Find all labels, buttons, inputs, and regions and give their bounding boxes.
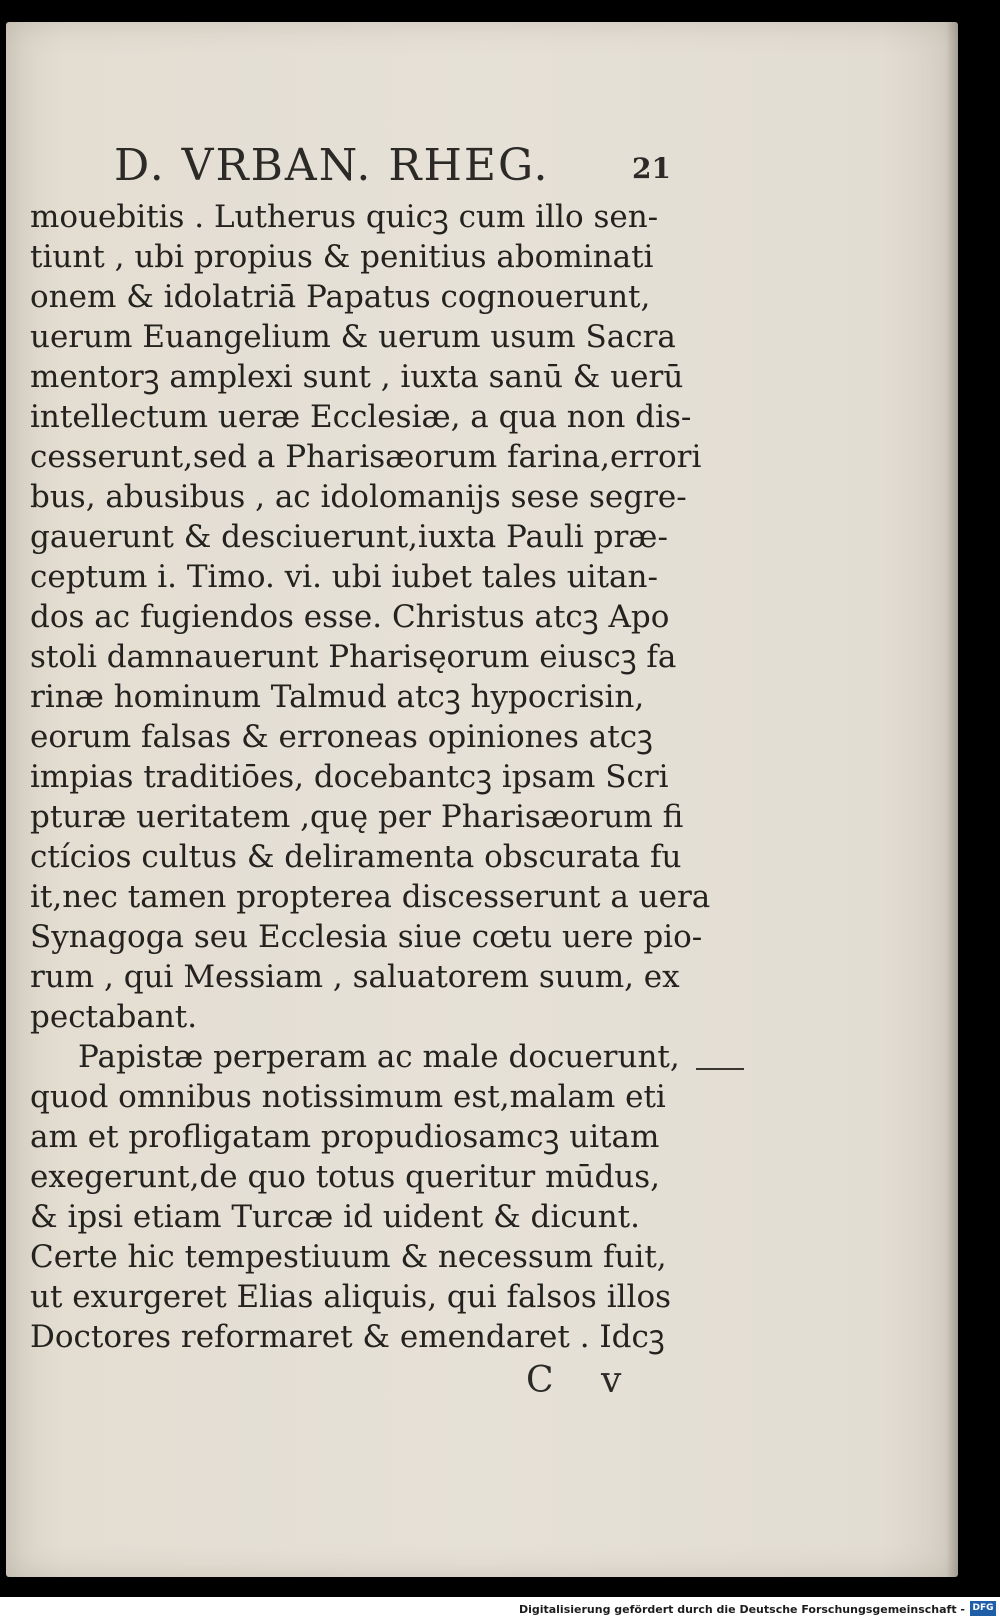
- dfg-logo-icon: DFG: [970, 1601, 996, 1616]
- text-line: dos ac fugiendos esse. Christus atcꝫ Apo: [30, 599, 670, 635]
- paragraph-start-line: Papistæ perperam ac male docuerunt,: [78, 1039, 680, 1075]
- page-number: 21: [632, 152, 671, 185]
- text-line: impias traditiōes, docebantcꝫ ipsam Scri: [30, 759, 669, 795]
- text-line: & ipsi etiam Turcæ id uident & dicunt.: [30, 1199, 640, 1235]
- text-line: rinæ hominum Talmud atcꝫ hypocrisin,: [30, 679, 645, 715]
- text-line: Certe hic tempestiuum & necessum fuit,: [30, 1239, 667, 1275]
- signature-mark: C v: [526, 1360, 640, 1401]
- body-text: [30, 197, 730, 1357]
- text-line: mentorꝫ amplexi sunt , iuxta sanū & uerū: [30, 359, 684, 395]
- text-line: Synagoga seu Ecclesia siue cœtu uere pio-: [30, 919, 703, 955]
- text-line: rum , qui Messiam , saluatorem suum, ex: [30, 959, 680, 995]
- text-line: bus, abusibus , ac idolomanijs sese segre-: [30, 479, 687, 515]
- text-line: gauerunt & desciuerunt,iuxta Pauli præ-: [30, 519, 668, 555]
- text-line: ctícios cultus & deliramenta obscurata fu: [30, 839, 682, 875]
- text-line: Doctores reformaret & emendaret . Idcꝫ: [30, 1319, 665, 1355]
- text-line: pectabant.: [30, 999, 198, 1035]
- text-line: it,nec tamen propterea discesserunt a uera: [30, 879, 711, 915]
- text-line: ceptum i. Timo. vi. ubi iubet tales uitan-: [30, 559, 658, 595]
- margin-mark: [696, 1068, 744, 1070]
- text-line: stoli damnauerunt Pharisęorum eiuscꝫ fa: [30, 639, 677, 675]
- text-line: am et profligatam propudiosamcꝫ uitam: [30, 1119, 660, 1155]
- text-line: quod omnibus notissimum est,malam eti: [30, 1079, 666, 1115]
- text-line: eorum falsas & erroneas opiniones atcꝫ: [30, 719, 653, 755]
- text-line: cesserunt,sed a Pharisæorum farina,errori: [30, 439, 702, 475]
- text-line: pturæ ueritatem ,quę per Pharisæorum fi: [30, 799, 684, 835]
- running-head: D. VRBAN. RHEG.: [114, 140, 550, 191]
- funding-note: Digitalisierung gefördert durch die Deutsche Forschungsgemeinschaft -: [518, 1603, 965, 1616]
- text-line: mouebitis . Lutherus quicꝫ cum illo sen-: [30, 199, 659, 235]
- text-line: ut exurgeret Elias aliquis, qui falsos illos: [30, 1279, 672, 1315]
- book-page: [6, 22, 958, 1577]
- text-line: uerum Euangelium & uerum usum Sacra: [30, 319, 676, 355]
- text-line: tiunt , ubi propius & penitius abominati: [30, 239, 654, 275]
- text-line: exegerunt,de quo totus queritur mūdus,: [30, 1159, 661, 1195]
- text-line: intellectum ueræ Ecclesiæ, a qua non dis-: [30, 399, 692, 435]
- text-line: onem & idolatriā Papatus cognouerunt,: [30, 279, 651, 315]
